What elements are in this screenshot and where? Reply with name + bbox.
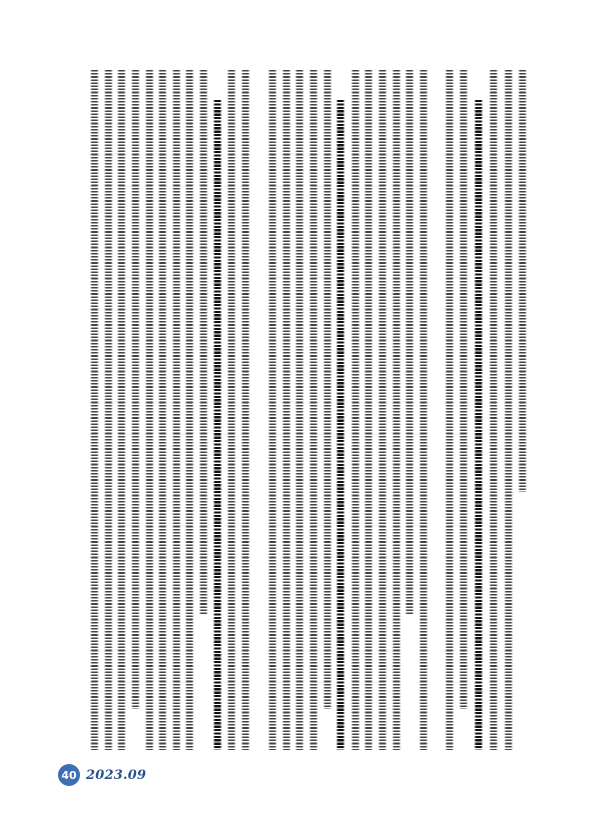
- text-line: [378, 70, 387, 750]
- text-line: [145, 70, 154, 750]
- text-line: [351, 70, 360, 750]
- section-heading: [474, 100, 484, 750]
- text-line: [185, 70, 194, 750]
- text-line: [282, 70, 291, 750]
- text-line: [419, 70, 428, 750]
- text-line: [90, 70, 99, 750]
- text-line: [459, 70, 468, 709]
- text-column-left: [90, 70, 250, 750]
- text-line: [489, 70, 498, 750]
- text-line: [309, 70, 318, 750]
- text-line: [104, 70, 113, 750]
- text-line: [227, 70, 236, 750]
- text-line: [241, 70, 250, 750]
- text-line: [392, 70, 401, 750]
- text-line: [172, 70, 181, 750]
- text-line: [295, 70, 304, 750]
- section-heading: [213, 100, 223, 750]
- text-line: [199, 70, 208, 614]
- text-line: [131, 70, 140, 709]
- text-line: [268, 70, 277, 750]
- text-line: [518, 70, 527, 492]
- text-line: [445, 70, 454, 750]
- text-line: [323, 70, 332, 709]
- page-footer: [58, 764, 146, 786]
- text-line: [405, 70, 414, 614]
- text-line: [504, 70, 513, 750]
- text-column-right: [445, 70, 527, 750]
- text-column-middle: [268, 70, 428, 750]
- text-line: [364, 70, 373, 750]
- section-heading: [336, 100, 346, 750]
- page-number-badge: 40: [58, 764, 80, 786]
- text-line: [158, 70, 167, 750]
- issue-date: 2023.09: [86, 767, 147, 783]
- text-line: [117, 70, 126, 750]
